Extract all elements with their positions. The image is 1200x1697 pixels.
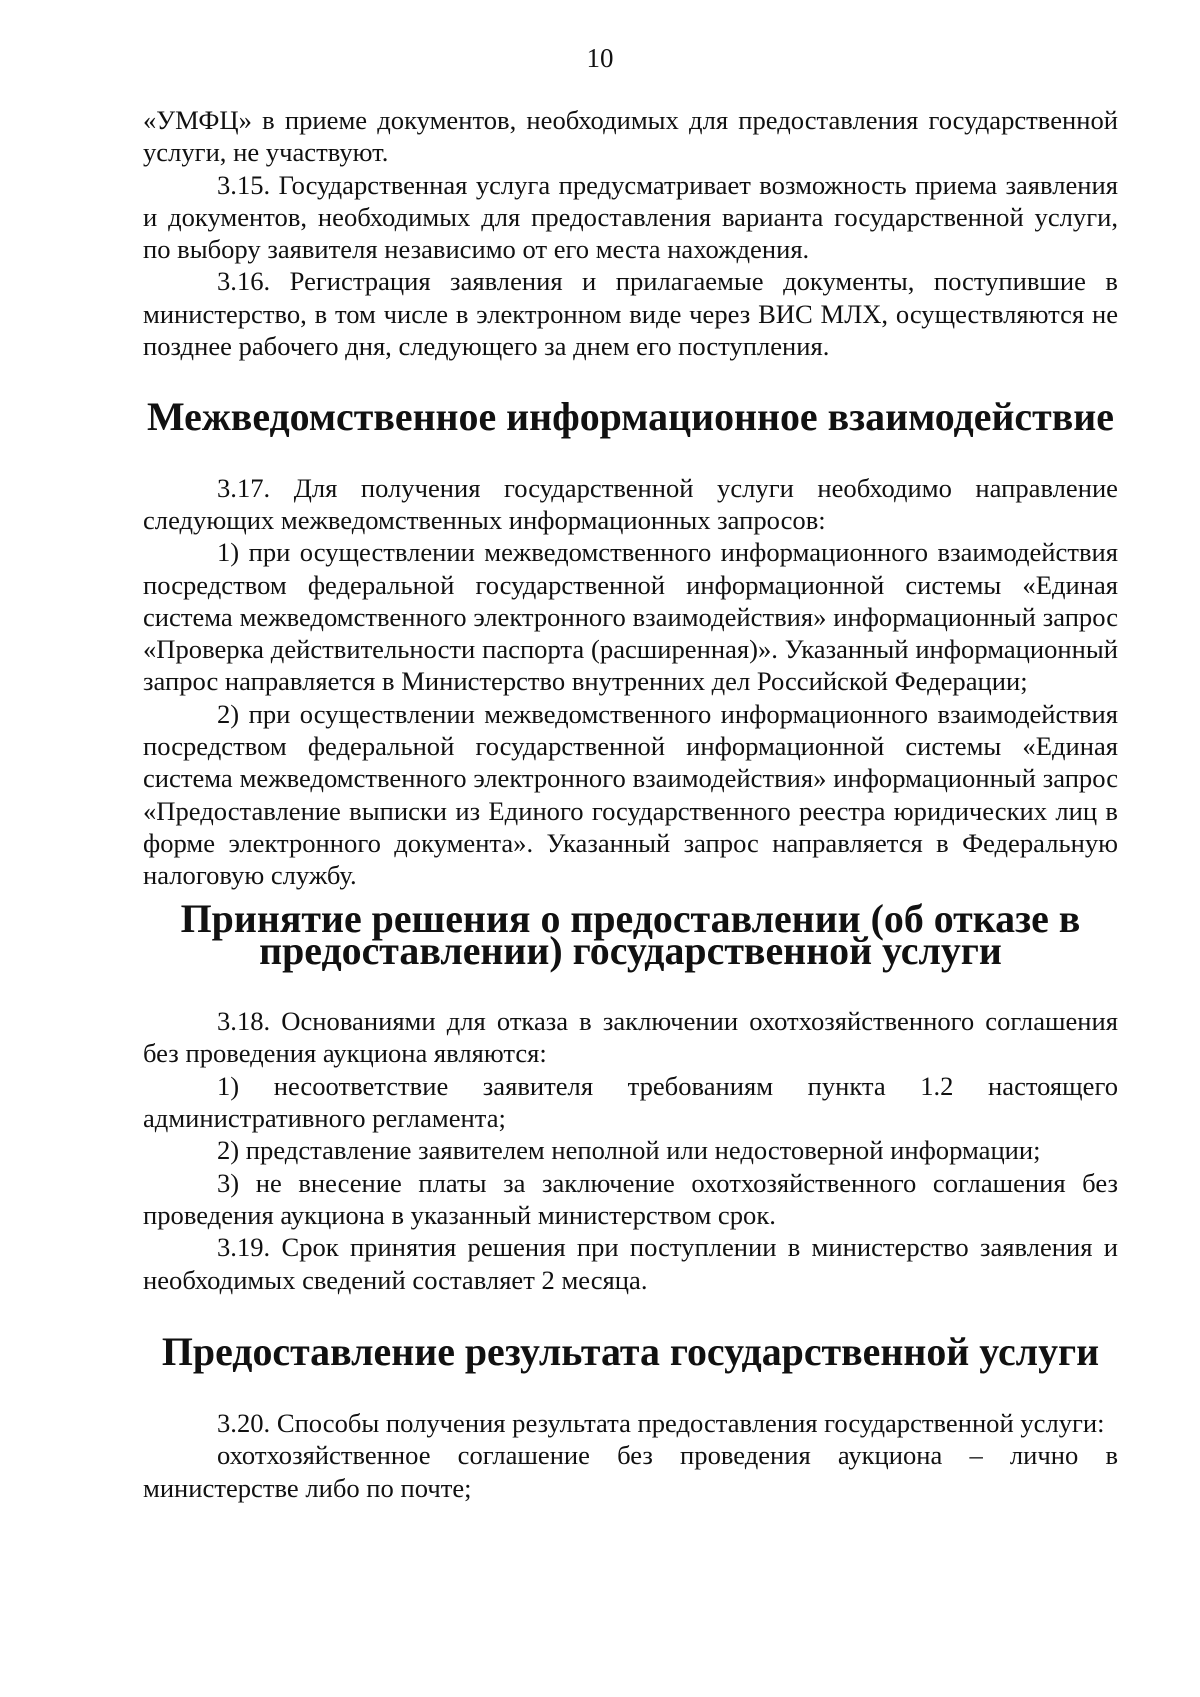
list-item: 2) представление заявителем неполной или недостоверной информации; — [217, 1135, 1041, 1166]
list-item: 1) несоответствие заявителя требованиям пункта 1.2 настоящего административного регламента; — [143, 1070, 1118, 1134]
list-item: 2) при осуществлении межведомственного информационного взаимодействия посредством федеральной государственной информационной системы «Единая система межведомственного электронного взаимодействия» информационный запрос «Предоставление выписки из Единого государственного реестра юридических лиц в форме электронного документа». Указанный запрос направляется в Федеральную налоговую службу. — [143, 698, 1118, 891]
page-number: 10 — [586, 43, 614, 73]
list-item: 3) не внесение платы за заключение охотхозяйственного соглашения без проведения аукциона в указанный министерством срок. — [143, 1167, 1118, 1230]
section-heading: Предоставление результата государственной услуги — [161, 1328, 1100, 1374]
paragraph: 3.18. Основаниями для отказа в заключении охотхозяйственного соглашения без проведения аукциона являются: — [143, 1006, 1118, 1069]
list-item: охотхозяйственное соглашение без проведения аукциона – лично в министерстве либо по почте; — [143, 1440, 1118, 1503]
section-heading: Принятие решения о предоставлении (об отказе в предоставлении) государственной услуги — [180, 895, 1081, 973]
paragraph: «УМФЦ» в приеме документов, необходимых для предоставления государственной услуги, не участвуют. — [143, 105, 1118, 168]
list-item: 1) при осуществлении межведомственного информационного взаимодействия посредством федеральной государственной информационной системы «Единая система межведомственного электронного взаимодействия» информационный запрос «Проверка действительности паспорта (расширенная)». Указанный информационный запрос направляется в Министерство внутренних дел Российской Федерации; — [143, 537, 1118, 697]
paragraph: 3.15. Государственная услуга предусматривает возможность приема заявления и документов, необходимых для предоставления варианта государственной услуги, по выбору заявителя независимо от его места нахождения. — [143, 169, 1118, 265]
paragraph: 3.17. Для получения государственной услуги необходимо направление следующих межведомственных информационных запросов: — [143, 472, 1118, 535]
paragraph: 3.20. Способы получения результата предоставления государственной услуги: — [217, 1408, 1105, 1439]
paragraph: 3.19. Срок принятия решения при поступлении в министерство заявления и необходимых сведений составляет 2 месяца. — [143, 1232, 1118, 1295]
paragraph: 3.16. Регистрация заявления и прилагаемые документы, поступившие в министерство, в том числе в электронном виде через ВИС МЛХ, осуществляются не позднее рабочего дня, следующего за днем его поступления. — [143, 266, 1118, 362]
section-heading: Межведомственное информационное взаимодействие — [147, 394, 1114, 440]
document-body — [143, 104, 1118, 1504]
